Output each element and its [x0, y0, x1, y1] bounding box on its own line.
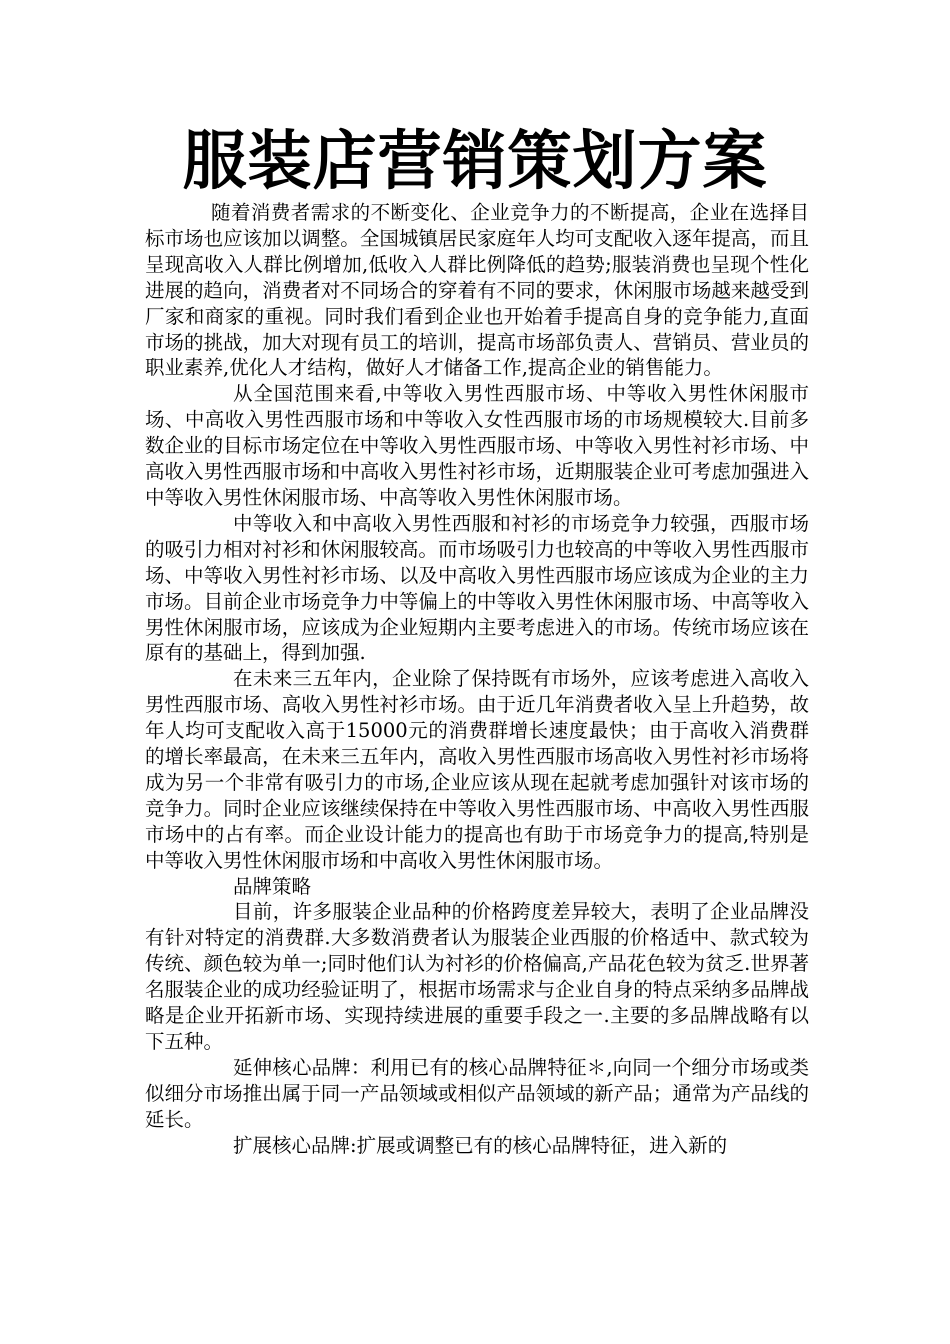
paragraph-brand-current: 目前，许多服装企业品种的价格跨度差异较大，表明了企业品牌没有针对特定的消费群.大多数消费者认为服装企业西服的价格适中、款式较为传统、颜色较为单一;同时他们认为衬衫的价格偏高,产品花色较为贫乏.世界著名服装企业的成功经验证明了，根据市场需求与企业自身的特点采纳多品牌战略是企业开拓新市场、实现持续进展的重要手段之一.主要的多品牌战略有以下五种。	[145, 900, 809, 1053]
paragraph-future-markets: 在未来三五年内，企业除了保持既有市场外，应该考虑进入高收入男性西服市场、高收入男性衬衫市场。由于近几年消费者收入呈上升趋势，故年人均可支配收入高于15000元的消费群增长速度最快；由于高收入消费群的增长率最高，在未来三五年内，高收入男性西服市场高收入男性衬衫市场将成为另一个非常有吸引力的市场,企业应该从现在起就考虑加强针对该市场的竞争力。同时企业应该继续保持在中等收入男性西服市场、中高收入男性西服市场中的占有率。而企业设计能力的提高也有助于市场竞争力的提高,特别是中等收入男性休闲服市场和中高收入男性休闲服市场。	[145, 667, 809, 872]
paragraph-expand-core-brand: 扩展核心品牌:扩展或调整已有的核心品牌特征，进入新的	[233, 1133, 728, 1157]
paragraph-competitiveness: 中等收入和中高收入男性西服和衬衫的市场竞争力较强，西服市场的吸引力相对衬衫和休闲服较高。而市场吸引力也较高的中等收入男性西服市场、中等收入男性衬衫市场、以及中高收入男性西服市场应该成为企业的主力市场。目前企业市场竞争力中等偏上的中等收入男性休闲服市场、中高等收入男性休闲服市场，应该成为企业短期内主要考虑进入的市场。传统市场应该在原有的基础上，得到加强.	[145, 511, 809, 665]
paragraph-market-scale: 从全国范围来看,中等收入男性西服市场、中等收入男性休闲服市场、中高收入男性西服市场和中等收入女性西服市场的市场规模较大.目前多数企业的目标市场定位在中等收入男性西服市场、中等收入男性衬衫市场、中高收入男性西服市场和中高收入男性衬衫市场，近期服装企业可考虑加强进入中等收入男性休闲服市场、中高等收入男性休闲服市场。	[145, 382, 809, 509]
document-title: 服装店营销策划方案	[182, 124, 768, 199]
section-heading-brand-strategy: 品牌策略	[233, 874, 312, 898]
document-body	[145, 200, 809, 1159]
paragraph-extend-core-brand: 延伸核心品牌：利用已有的核心品牌特征＊,向同一个细分市场或类似细分市场推出属于同一产品领域或相似产品领域的新产品；通常为产品线的延长。	[145, 1055, 809, 1131]
paragraph-intro: 随着消费者需求的不断变化、企业竞争力的不断提高，企业在选择目标市场也应该加以调整。全国城镇居民家庭年人均可支配收入逐年提高，而且呈现高收入人群比例增加,低收入人群比例降低的趋势;服装消费也呈现个性化进展的趋向，消费者对不同场合的穿着有不同的要求，休闲服市场越来越受到厂家和商家的重视。同时我们看到企业也开始着手提高自身的竞争能力,直面市场的挑战，加大对现有员工的培训，提高市场部负责人、营销员、营业员的职业素养,优化人才结构，做好人才储备工作,提高企业的销售能力。	[145, 201, 809, 380]
